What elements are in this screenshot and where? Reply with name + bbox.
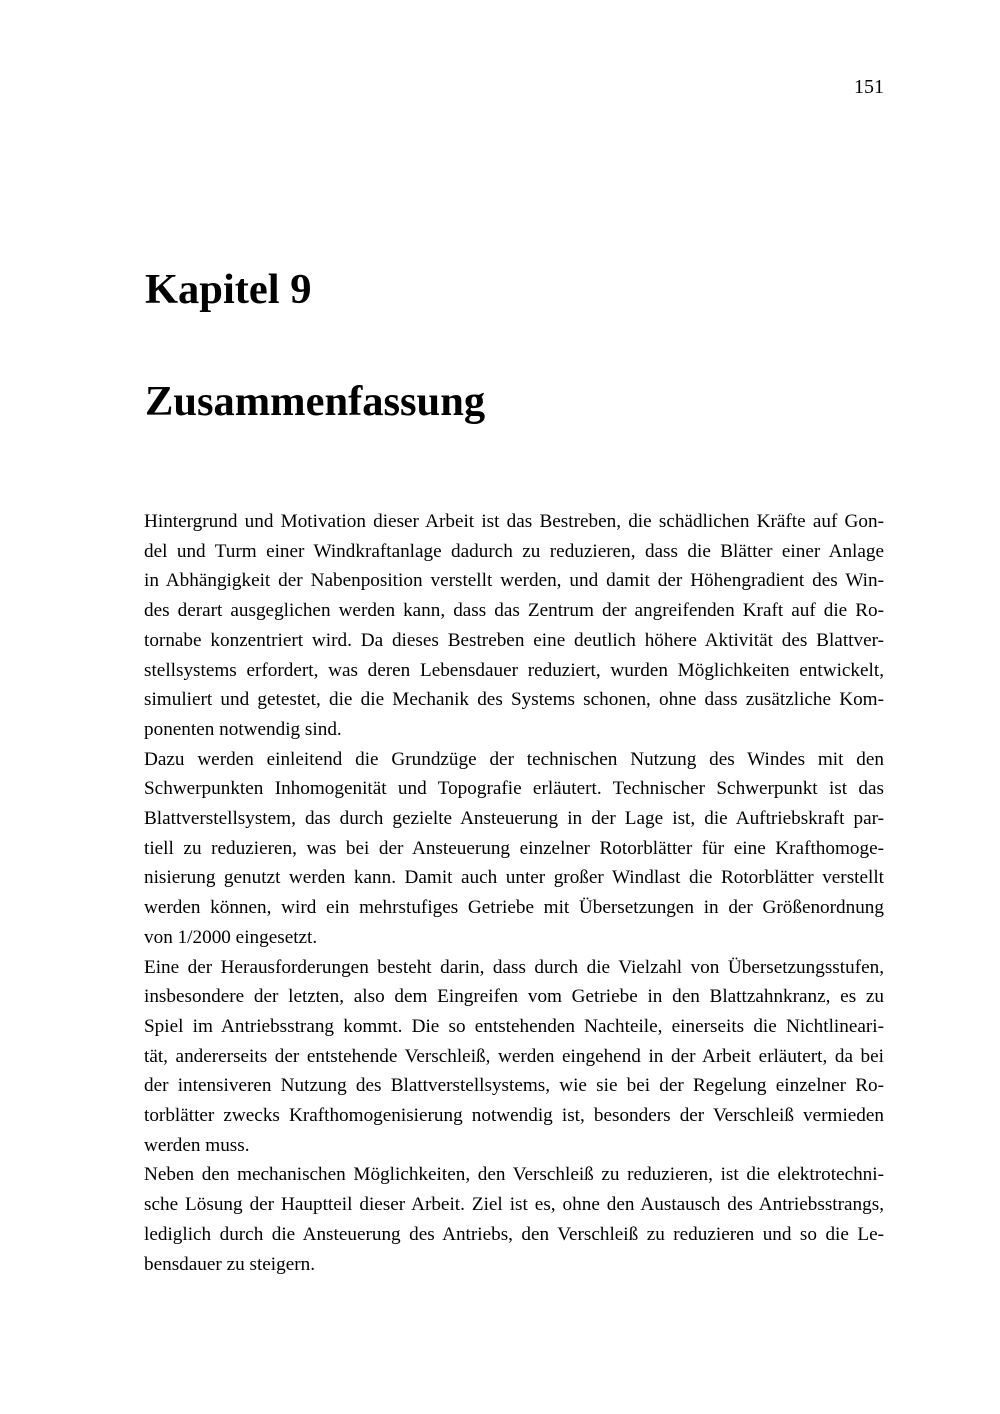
text-line: von 1/2000 eingesetzt. xyxy=(144,926,318,948)
text-line: simuliert und getestet, die die Mechanik des Systems schonen, ohne dass zusätzliche Kom- xyxy=(144,689,884,711)
chapter-number-heading: Kapitel 9 xyxy=(145,266,312,313)
text-line: Spiel im Antriebsstrang kommt. Die so entstehenden Nachteile, einerseits die Nichtlineari- xyxy=(144,1015,884,1037)
text-line: sche Lösung der Hauptteil dieser Arbeit. Ziel ist es, ohne den Austausch des Antriebsstrangs, xyxy=(144,1194,884,1216)
text-line: nisierung genutzt werden kann. Damit auch unter großer Windlast die Rotorblätter verstellt xyxy=(144,867,884,889)
text-line: der intensiveren Nutzung des Blattverstellsystems, wie sie bei der Regelung einzelner Ro- xyxy=(144,1075,884,1097)
text-line: ponenten notwendig sind. xyxy=(144,718,342,740)
text-line: tiell zu reduzieren, was bei der Ansteuerung einzelner Rotorblätter für eine Krafthomoge- xyxy=(144,837,884,859)
text-line: insbesondere der letzten, also dem Eingreifen vom Getriebe in den Blattzahnkranz, es zu xyxy=(144,986,884,1008)
paragraphs-container xyxy=(144,507,884,1279)
text-line: stellsystems erfordert, was deren Lebensdauer reduziert, wurden Möglichkeiten entwickelt, xyxy=(144,659,884,681)
text-line: werden können, wird ein mehrstufiges Getriebe mit Übersetzungen in der Größenordnung xyxy=(144,897,884,919)
text-line: in Abhängigkeit der Nabenposition verstellt werden, und damit der Höhengradient des Win- xyxy=(144,570,884,592)
text-line: bensdauer zu steigern. xyxy=(144,1253,316,1275)
text-line: lediglich durch die Ansteuerung des Antriebs, den Verschleiß zu reduzieren und so die Le- xyxy=(144,1223,884,1245)
text-line: del und Turm einer Windkraftanlage dadurch zu reduzieren, dass die Blätter einer Anlage xyxy=(144,540,884,562)
text-line: tät, andererseits der entstehende Verschleiß, werden eingehend in der Arbeit erläutert, da bei xyxy=(144,1045,884,1067)
text-line: Blattverstellsystem, das durch gezielte Ansteuerung in der Lage ist, die Auftriebskraft par- xyxy=(144,808,884,830)
text-line: tornabe konzentriert wird. Da dieses Bestreben eine deutlich höhere Aktivität des Blattver- xyxy=(144,629,884,651)
text-line: werden muss. xyxy=(144,1134,250,1156)
text-line: Dazu werden einleitend die Grundzüge der technischen Nutzung des Windes mit den xyxy=(144,748,884,770)
text-line: torblätter zwecks Krafthomogenisierung notwendig ist, besonders der Verschleiß vermieden xyxy=(144,1105,884,1127)
text-line: Hintergrund und Motivation dieser Arbeit ist das Bestreben, die schädlichen Kräfte auf Gon- xyxy=(144,511,884,532)
page-number: 151 xyxy=(854,76,884,98)
text-line: des derart ausgeglichen werden kann, dass das Zentrum der angreifenden Kraft auf die Ro- xyxy=(144,600,884,622)
text-line: Neben den mechanischen Möglichkeiten, den Verschleiß zu reduzieren, ist die elektrotechni- xyxy=(144,1164,884,1186)
text-line: Schwerpunkten Inhomogenität und Topografie erläutert. Technischer Schwerpunkt ist das xyxy=(144,778,884,800)
text-line: Eine der Herausforderungen besteht darin, dass durch die Vielzahl von Übersetzungsstufen, xyxy=(144,956,884,978)
chapter-title-heading: Zusammenfassung xyxy=(145,378,486,425)
